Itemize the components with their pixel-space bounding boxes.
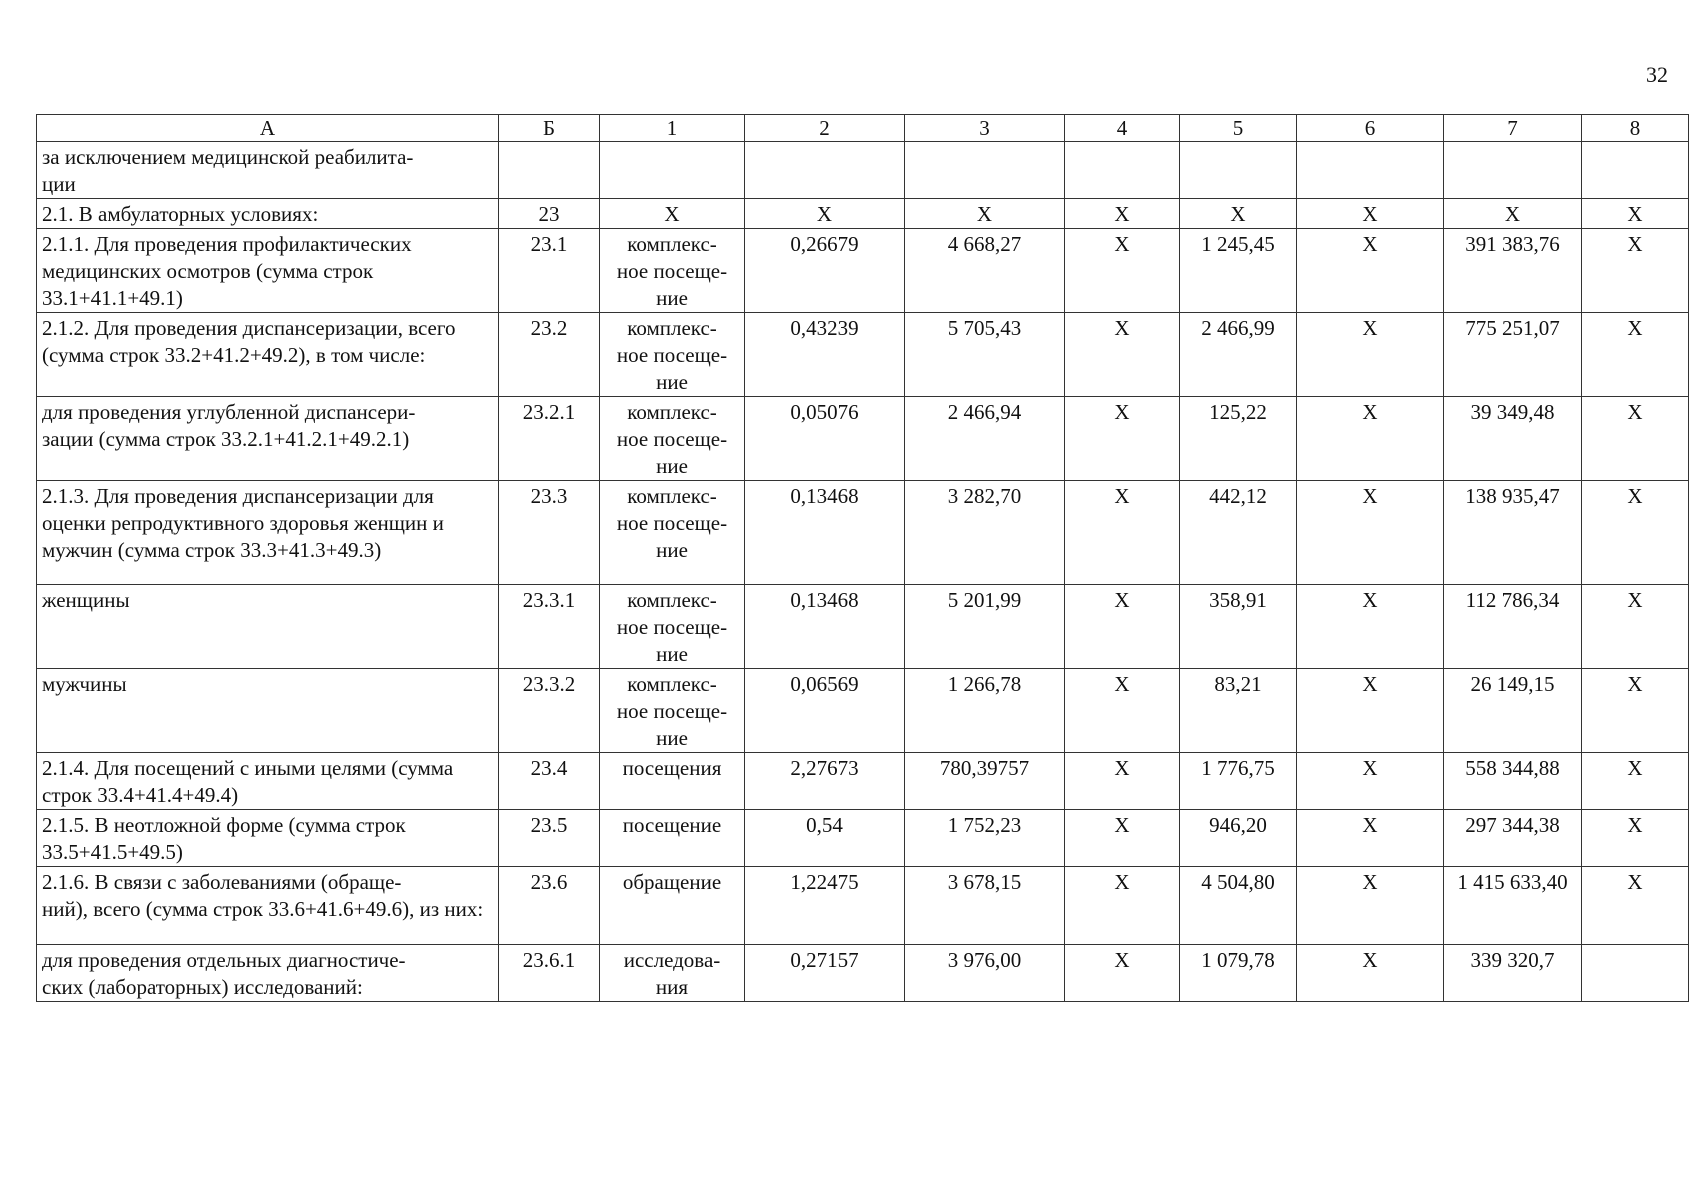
table-cell: X [1582, 753, 1689, 810]
table-cell: 780,39757 [905, 753, 1065, 810]
table-cell: 0,05076 [745, 397, 905, 481]
table-cell: 23 [499, 199, 600, 229]
table-row [37, 585, 1689, 669]
column-header: 6 [1297, 115, 1444, 142]
table-cell [1582, 142, 1689, 199]
table-cell: X [1582, 481, 1689, 585]
table-row [37, 481, 1689, 585]
table-cell: X [1582, 669, 1689, 753]
table-cell: 1 776,75 [1180, 753, 1297, 810]
table-cell: X [1297, 229, 1444, 313]
table-cell: 23.5 [499, 810, 600, 867]
table-cell: X [1297, 669, 1444, 753]
table-cell: 23.6 [499, 867, 600, 945]
table-cell: 0,27157 [745, 945, 905, 1002]
table-cell: 2 466,94 [905, 397, 1065, 481]
table-cell: X [1444, 199, 1582, 229]
table-cell: X [1297, 313, 1444, 397]
table-cell: X [1297, 397, 1444, 481]
table-cell: 125,22 [1180, 397, 1297, 481]
table-cell: 0,43239 [745, 313, 905, 397]
table-cell: 946,20 [1180, 810, 1297, 867]
table-row [37, 199, 1689, 229]
table-cell: X [1297, 481, 1444, 585]
row-description-cell: 2.1.2. Для проведения диспансеризации, всего (сумма строк 33.2+41.2+49.2), в том числе: [37, 313, 499, 397]
table-cell: X [1065, 229, 1180, 313]
table-cell: X [1582, 397, 1689, 481]
table-cell: X [1065, 397, 1180, 481]
table-cell: X [1297, 199, 1444, 229]
table-cell [905, 142, 1065, 199]
table-cell: 297 344,38 [1444, 810, 1582, 867]
table-cell [1444, 142, 1582, 199]
table-cell: X [1582, 867, 1689, 945]
table-cell: X [1065, 753, 1180, 810]
row-description-cell: 2.1.4. Для посещений с иными целями (сумма строк 33.4+41.4+49.4) [37, 753, 499, 810]
table-cell: комплекс- ное посеще- ние [600, 669, 745, 753]
table-cell: обращение [600, 867, 745, 945]
table-row [37, 229, 1689, 313]
column-header: А [37, 115, 499, 142]
row-description-cell: женщины [37, 585, 499, 669]
row-description-cell: 2.1.5. В неотложной форме (сумма строк 33.5+41.5+49.5) [37, 810, 499, 867]
table-cell: X [1065, 810, 1180, 867]
table-cell: 3 976,00 [905, 945, 1065, 1002]
table-cell: 2 466,99 [1180, 313, 1297, 397]
table-cell [600, 142, 745, 199]
column-header: 3 [905, 115, 1065, 142]
table-cell: 3 678,15 [905, 867, 1065, 945]
table-cell: X [1582, 810, 1689, 867]
table-row [37, 397, 1689, 481]
table-cell: 23.1 [499, 229, 600, 313]
table-cell: комплекс- ное посеще- ние [600, 229, 745, 313]
table-cell: 112 786,34 [1444, 585, 1582, 669]
table-cell: X [1297, 867, 1444, 945]
column-header: 2 [745, 115, 905, 142]
table-cell: 775 251,07 [1444, 313, 1582, 397]
column-header: 8 [1582, 115, 1689, 142]
table-cell: 1 079,78 [1180, 945, 1297, 1002]
table-cell: комплекс- ное посеще- ние [600, 481, 745, 585]
table-cell: 23.3.1 [499, 585, 600, 669]
page-number: 32 [1646, 62, 1668, 87]
table-cell: X [745, 199, 905, 229]
data-table [36, 114, 1689, 1002]
table-cell: 23.3.2 [499, 669, 600, 753]
table-cell: 0,13468 [745, 481, 905, 585]
table-cell: 0,06569 [745, 669, 905, 753]
column-header: 1 [600, 115, 745, 142]
table-cell: 23.4 [499, 753, 600, 810]
table-row [37, 142, 1689, 199]
table-cell: 0,13468 [745, 585, 905, 669]
table-cell: X [1065, 867, 1180, 945]
table-cell: 138 935,47 [1444, 481, 1582, 585]
row-description-cell: 2.1.1. Для проведения профилактических медицинских осмотров (сумма строк 33.1+41.1+49.1) [37, 229, 499, 313]
table-cell: X [1297, 753, 1444, 810]
column-header: 4 [1065, 115, 1180, 142]
table-cell [1582, 945, 1689, 1002]
table-cell: 3 282,70 [905, 481, 1065, 585]
table-cell: X [1582, 229, 1689, 313]
table-cell: 23.6.1 [499, 945, 600, 1002]
table-cell: 1,22475 [745, 867, 905, 945]
table-cell: 1 266,78 [905, 669, 1065, 753]
table-body [37, 115, 1689, 1002]
table-cell: X [1065, 585, 1180, 669]
table-row [37, 810, 1689, 867]
table-cell: комплекс- ное посеще- ние [600, 313, 745, 397]
table-cell: исследова- ния [600, 945, 745, 1002]
row-description-cell: 2.1.3. Для проведения диспансеризации для оценки репродуктивного здоровья женщин и мужчин (сумма строк 33.3+41.3+49.3) [37, 481, 499, 585]
column-header: 5 [1180, 115, 1297, 142]
table-cell: 5 705,43 [905, 313, 1065, 397]
table-cell: 558 344,88 [1444, 753, 1582, 810]
table-cell: X [1065, 199, 1180, 229]
table-cell [1065, 142, 1180, 199]
column-header: 7 [1444, 115, 1582, 142]
header-row [37, 115, 1689, 142]
table-row [37, 945, 1689, 1002]
row-description-cell: 2.1.6. В связи с заболеваниями (обраще- ний), всего (сумма строк 33.6+41.6+49.6), из них: [37, 867, 499, 945]
table-cell: X [1297, 585, 1444, 669]
table-cell: 1 415 633,40 [1444, 867, 1582, 945]
table-cell: 26 149,15 [1444, 669, 1582, 753]
column-header: Б [499, 115, 600, 142]
table-cell: 0,54 [745, 810, 905, 867]
table-cell: 23.3 [499, 481, 600, 585]
table-cell [1297, 142, 1444, 199]
table-row [37, 669, 1689, 753]
table-cell: X [1582, 313, 1689, 397]
table-cell: 83,21 [1180, 669, 1297, 753]
table-cell: X [1180, 199, 1297, 229]
table-row [37, 313, 1689, 397]
table-cell: X [1065, 313, 1180, 397]
table-cell [745, 142, 905, 199]
table-cell: 5 201,99 [905, 585, 1065, 669]
table-cell: 23.2 [499, 313, 600, 397]
row-description-cell: для проведения отдельных диагностиче- ских (лабораторных) исследований: [37, 945, 499, 1002]
table-cell: X [1065, 945, 1180, 1002]
table-row [37, 867, 1689, 945]
table-cell: X [905, 199, 1065, 229]
table-cell: X [1065, 669, 1180, 753]
table-cell: 4 504,80 [1180, 867, 1297, 945]
table-cell: посещения [600, 753, 745, 810]
table-cell: 1 245,45 [1180, 229, 1297, 313]
table-cell: 39 349,48 [1444, 397, 1582, 481]
row-description-cell: 2.1. В амбулаторных условиях: [37, 199, 499, 229]
row-description-cell: мужчины [37, 669, 499, 753]
table-cell: X [1065, 481, 1180, 585]
table-cell: X [1582, 585, 1689, 669]
table-cell: X [1582, 199, 1689, 229]
table-cell: 442,12 [1180, 481, 1297, 585]
table-cell: X [600, 199, 745, 229]
row-description-cell: за исключением медицинской реабилита- ции [37, 142, 499, 199]
table-cell: посещение [600, 810, 745, 867]
table-cell: 2,27673 [745, 753, 905, 810]
table-cell: 391 383,76 [1444, 229, 1582, 313]
table-cell: 339 320,7 [1444, 945, 1582, 1002]
table-cell: 1 752,23 [905, 810, 1065, 867]
table-cell: X [1297, 945, 1444, 1002]
table-cell: 4 668,27 [905, 229, 1065, 313]
table-cell: X [1297, 810, 1444, 867]
table-cell: комплекс- ное посеще- ние [600, 585, 745, 669]
row-description-cell: для проведения углубленной диспансери- зации (сумма строк 33.2.1+41.2.1+49.2.1) [37, 397, 499, 481]
table-cell: 358,91 [1180, 585, 1297, 669]
table-cell [1180, 142, 1297, 199]
table-row [37, 753, 1689, 810]
table-cell [499, 142, 600, 199]
table-cell: 23.2.1 [499, 397, 600, 481]
table-cell: комплекс- ное посеще- ние [600, 397, 745, 481]
table-cell: 0,26679 [745, 229, 905, 313]
